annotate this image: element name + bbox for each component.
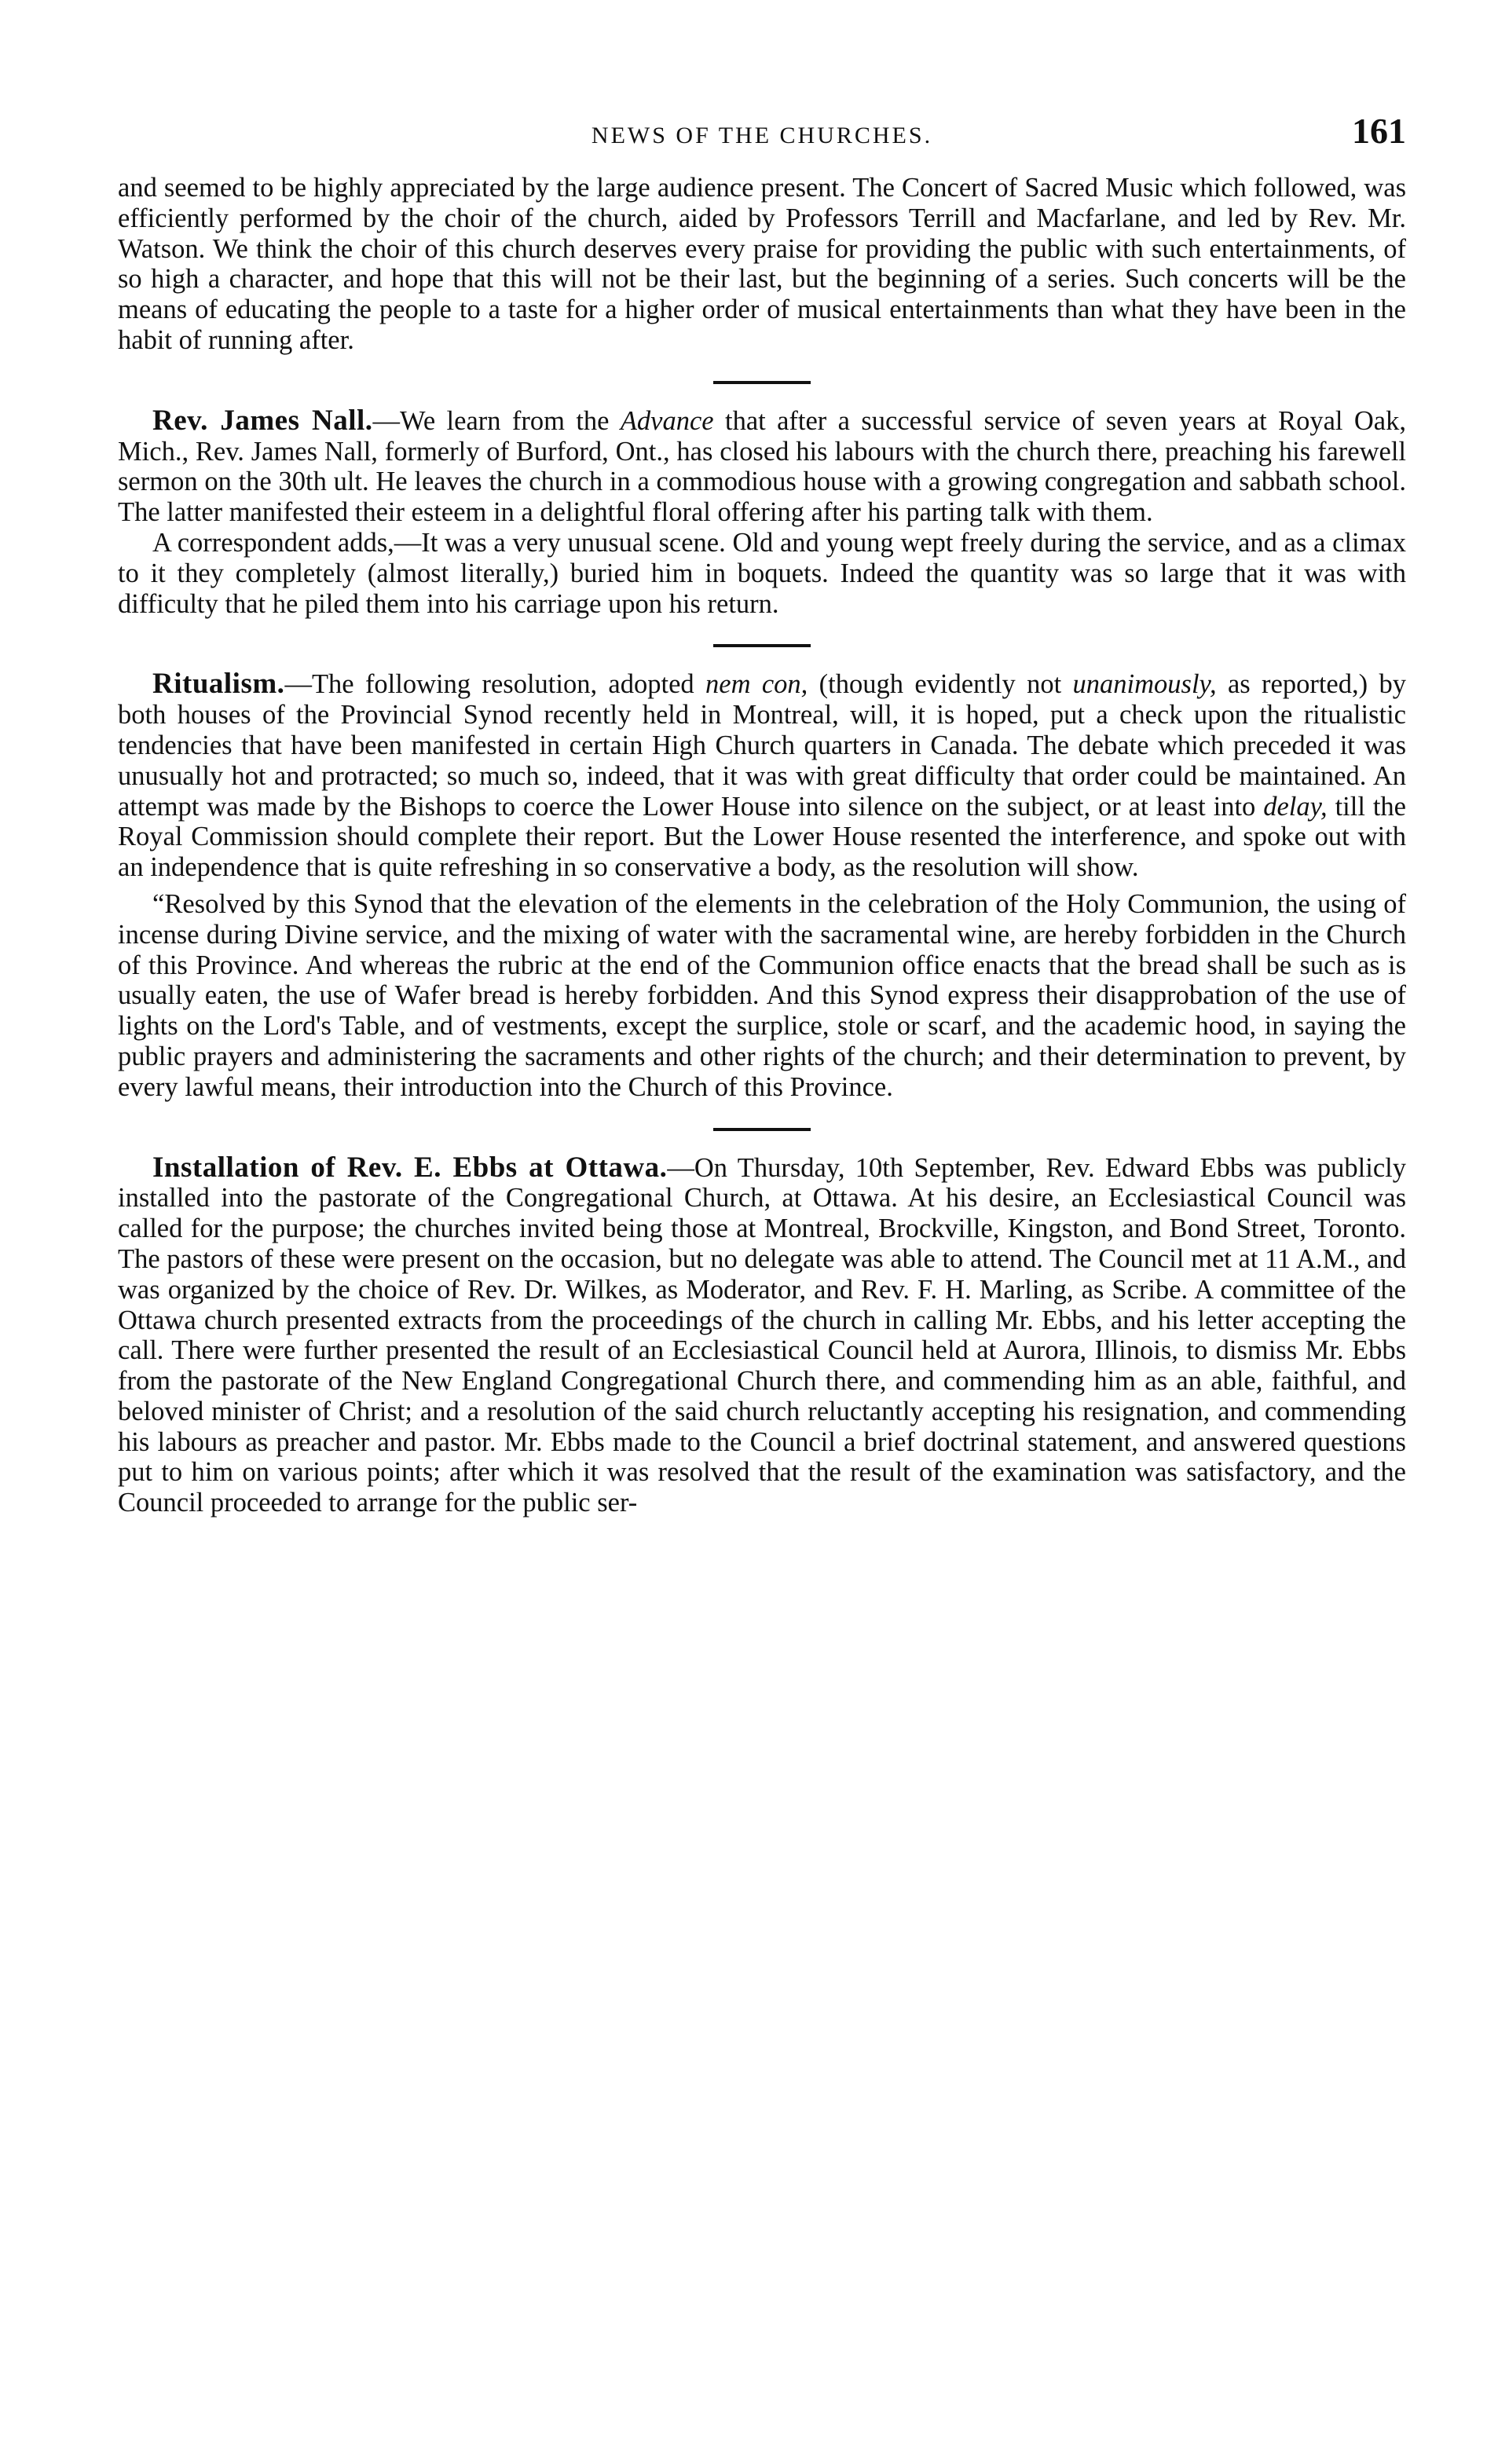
- article-heading: Ritualism.: [152, 668, 285, 701]
- text-run: —We learn from the: [372, 405, 621, 436]
- small-caps-text: A.M.: [1296, 1243, 1353, 1274]
- text-run: , and was organized by the choice of Rev. Dr. Wilkes, as Moderator, and Rev. F. H. Marling, as Scribe. A committee of the Ottawa church presented extracts from the proceedings of the church in calling Mr. Ebbs, and his letter accepting the call. There were further presented the result of an Ecclesiastical Council held at Aurora, Illinois, to dismiss Mr. Ebbs from the pastorate of the New England Congregational Church there, and commending him as an able, faithful, and beloved minister of Christ; and a resolution of the said church reluctantly accepting his resignation, and commending his labours as preacher and pastor. Mr. Ebbs made to the Council a brief doctrinal statement, and answered questions put to him on various points; after which it was resolved that the result of the examination was satisfactory, and the Council proceeded to arrange for the public ser-: [118, 1243, 1406, 1518]
- italic-text: Advance: [620, 405, 714, 436]
- article-rev-james-nall: [118, 406, 1406, 620]
- text-run: (though evidently not: [808, 669, 1073, 700]
- text-run: —The following resolution, adopted: [284, 669, 706, 700]
- running-title: NEWS OF THE CHURCHES.: [591, 123, 933, 148]
- article-heading: Rev. James Nall.: [152, 404, 373, 437]
- italic-text: unanimously,: [1072, 669, 1217, 700]
- section-divider: [713, 1128, 811, 1131]
- italic-text: delay,: [1263, 791, 1328, 822]
- article-installation-ebbs: [118, 1153, 1406, 1519]
- text-run: —On Thursday, 10th September, Rev. Edward Ebbs was publicly installed into the pastorate of the Congregational Church, at Ottawa. At his desire, an Ecclesiastical Council was called for the purpose; the churches invited being those at Montreal, Brockville, Kingston, and Bond Street, Toronto. The pastors of these were present on the occasion, but no delegate was able to attend. The Council met at 11: [118, 1152, 1407, 1274]
- ritualism-paragraph-1: [118, 669, 1406, 883]
- synod-resolution-quote: “Resolved by this Synod that the elevation of the elements in the celebration of the Holy Communion, the using of incense during Divine service, and the mixing of water with the sacramental wine, are hereby forbidden in the Church of this Province. And whereas the rubric at the end of the Communion office enacts that the bread shall be such as is usually eaten, the use of Wafer bread is hereby forbidden. And this Synod express their disapprobation of the use of lights on the Lord's Table, and of vestments, except the surplice, stole or scarf, and the academic hood, in saying the public prayers and administering the sacraments and other rights of the church; and their determination to prevent, by every lawful means, their introduction into the Church of this Province.: [118, 888, 1406, 1102]
- installation-paragraph: [118, 1153, 1406, 1519]
- nall-paragraph-1: [118, 406, 1406, 528]
- section-divider: [713, 644, 811, 647]
- page-header: [118, 110, 1406, 173]
- nall-paragraph-2: A correspondent adds,—It was a very unusual scene. Old and young wept freely during the service, and as a climax to it they completely (almost literally,) buried him in boquets. Indeed the quantity was so large that it was with difficulty that he piled them into his carriage upon his return.: [118, 527, 1406, 619]
- spacer: [118, 883, 1406, 889]
- text-run: till the Royal Commission should complete their report. But the Lower House resented the interference, and spoke out with an independence that is quite refreshing in so conservative a body, as the resolution will show.: [118, 791, 1406, 883]
- article-ritualism: [118, 669, 1406, 1102]
- page: [118, 110, 1406, 1518]
- article-heading: Installation of Rev. E. Ebbs at Ottawa.: [152, 1151, 668, 1184]
- italic-text: nem con,: [705, 669, 808, 700]
- section-divider: [713, 381, 811, 384]
- continued-paragraph: and seemed to be highly appreciated by the large audience present. The Concert of Sacred Music which followed, was efficiently performed by the choir of the church, aided by Professors Terrill and Macfarlane, and led by Rev. Mr. Watson. We think the choir of this church deserves every praise for providing the public with such entertainments, of so high a character, and hope that this will not be their last, but the beginning of a series. Such concerts will be the means of educating the people to a taste for a higher order of musical entertainments than what they have been in the habit of running after.: [118, 173, 1406, 355]
- text-run: as reported,) by both houses of the Provincial Synod recently held in Montreal, will, it is hoped, put a check upon the ritualistic tendencies that have been manifested in certain High Church quarters in Canada. The debate which preceded it was unusually hot and protracted; so much so, indeed, that it was with great difficulty that order could be maintained. An attempt was made by the Bishops to coerce the Lower House into silence on the subject, or at least into: [118, 669, 1406, 822]
- text-run: that after a successful service of seven years at Royal Oak, Mich., Rev. James Nall, formerly of Burford, Ont., has closed his labours with the church there, preaching his farewell sermon on the 30th ult. He leaves the church in a commodious house with a growing congregation and sabbath school. The latter manifested their esteem in a delightful floral offering after his parting talk with them.: [118, 405, 1406, 528]
- page-number: 161: [1352, 111, 1406, 151]
